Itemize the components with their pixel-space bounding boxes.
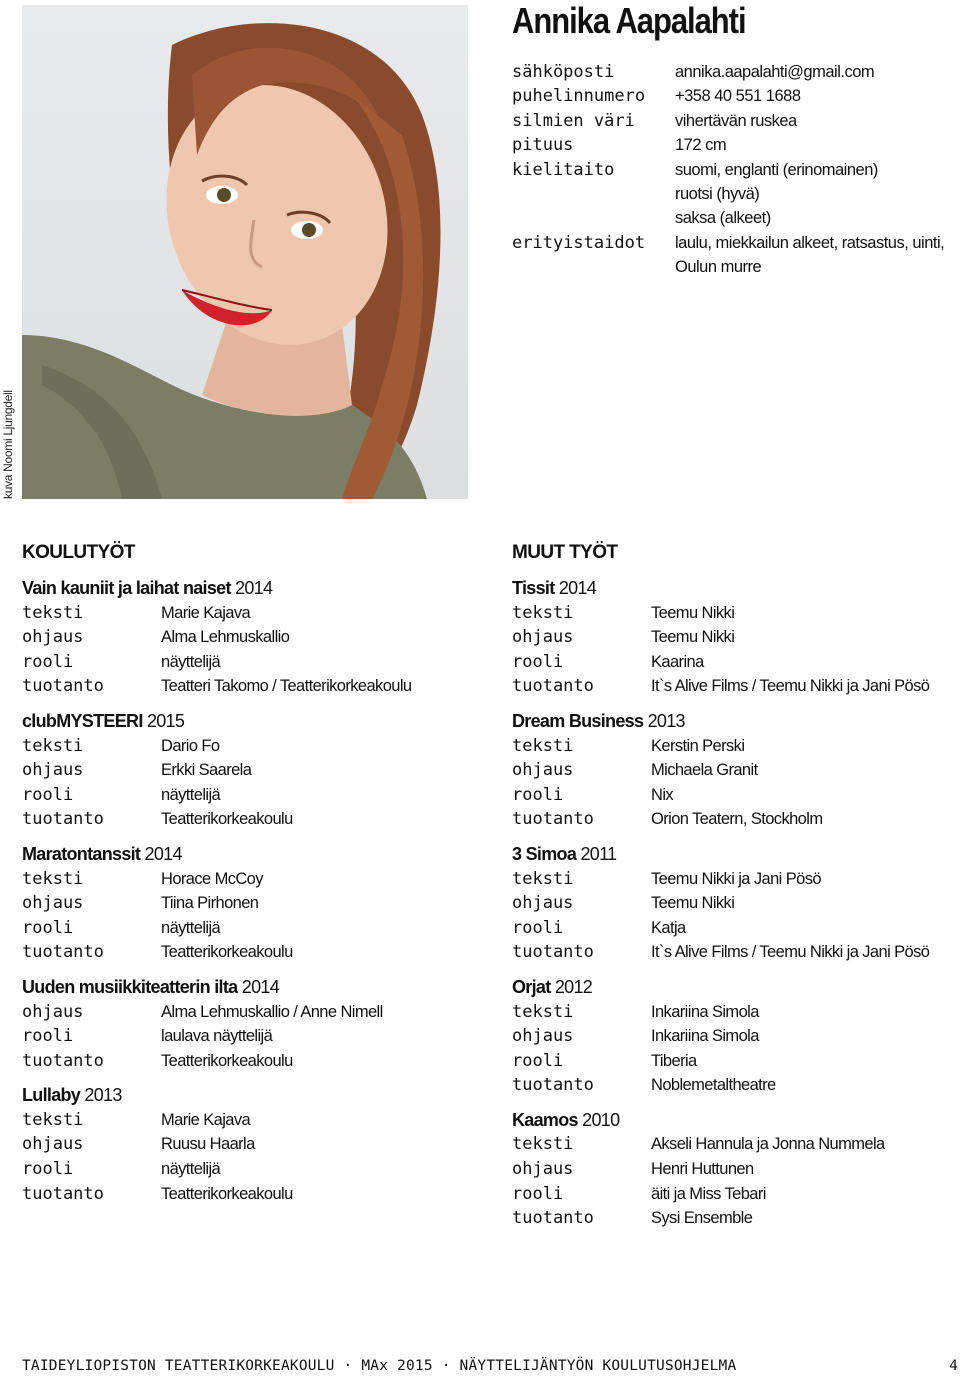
koulutyot-section <box>22 540 492 1216</box>
credit-row <box>512 867 952 892</box>
credit-label: teksti <box>22 735 84 756</box>
credit-label: teksti <box>512 735 574 756</box>
work-name: Dream Business <box>512 710 644 731</box>
credit-row <box>22 916 492 941</box>
info-value-line: laulu, miekkailun alkeet, ratsastus, uinti, <box>675 233 945 252</box>
info-value-line: ruotsi (hyvä) <box>675 185 760 204</box>
credit-row <box>512 1049 952 1074</box>
credit-row <box>512 1157 952 1182</box>
credit-value: Kaarina <box>651 652 704 671</box>
credit-label: tuotanto <box>22 1183 104 1204</box>
work-entry <box>22 576 492 699</box>
credit-value: It`s Alive Films / Teemu Nikki ja Jani Pösö <box>651 677 930 696</box>
photo-credit: kuva Noomi Ljungdell <box>1 390 15 499</box>
info-row <box>512 158 952 231</box>
info-label: erityistaidot <box>512 232 646 253</box>
credit-label: rooli <box>22 1026 74 1047</box>
credit-label: ohjaus <box>512 893 574 914</box>
credit-value: Teemu Nikki ja Jani Pösö <box>651 869 821 888</box>
credit-value: Teatterikorkeakoulu <box>161 1184 293 1203</box>
credit-value: Erkki Saarela <box>161 761 252 780</box>
credit-value: It`s Alive Films / Teemu Nikki ja Jani Pösö <box>651 943 930 962</box>
work-entry <box>512 842 952 965</box>
credit-row <box>22 1049 492 1074</box>
credit-value: näyttelijä <box>161 652 221 671</box>
credit-label: teksti <box>22 1109 84 1130</box>
credit-row <box>512 734 952 759</box>
work-name: Orjat <box>512 976 551 997</box>
section-title-muut-tyot: MUUT TYÖT <box>512 542 618 563</box>
info-value <box>675 158 952 231</box>
info-value <box>675 60 952 84</box>
work-entry <box>22 975 492 1073</box>
credit-value: Alma Lehmuskallio / Anne Nimell <box>161 1002 383 1021</box>
credit-value: Henri Huttunen <box>651 1160 754 1179</box>
credit-value: Akseli Hannula ja Jonna Nummela <box>651 1135 885 1154</box>
work-entry <box>512 709 952 832</box>
work-name: 3 Simoa <box>512 843 577 864</box>
info-label: pituus <box>512 135 574 156</box>
muut-tyot-list <box>512 576 952 1231</box>
work-title <box>512 576 952 601</box>
info-row <box>512 60 952 84</box>
work-name: Uuden musiikkiteatterin ilta <box>22 976 238 997</box>
credit-label: rooli <box>22 651 74 672</box>
info-value <box>675 84 952 108</box>
work-entry <box>512 975 952 1098</box>
credit-value: Teatteri Takomo / Teatterikorkeakoulu <box>161 677 412 696</box>
credit-value: Teatterikorkeakoulu <box>161 1051 293 1070</box>
work-year: 2013 <box>84 1085 122 1106</box>
credit-row <box>512 891 952 916</box>
credit-label: teksti <box>512 602 574 623</box>
credit-value: Orion Teatern, Stockholm <box>651 810 823 829</box>
credit-label: tuotanto <box>512 1208 594 1229</box>
credit-value: Marie Kajava <box>161 1110 251 1129</box>
credit-value: Kerstin Perski <box>651 736 745 755</box>
credit-label: ohjaus <box>512 1159 574 1180</box>
info-value-line: Oulun murre <box>675 258 762 277</box>
work-entry <box>22 1083 492 1206</box>
credit-row <box>22 650 492 675</box>
page-footer <box>22 1356 960 1376</box>
work-title <box>22 975 492 1000</box>
info-label: kielitaito <box>512 159 615 180</box>
work-year: 2014 <box>144 843 182 864</box>
work-entry <box>22 842 492 965</box>
credit-row <box>22 734 492 759</box>
credit-label: rooli <box>22 784 74 805</box>
credit-value: Tiina Pirhonen <box>161 894 259 913</box>
credit-row <box>512 940 952 965</box>
credit-value: Inkariina Simola <box>651 1027 759 1046</box>
credit-label: tuotanto <box>22 676 104 697</box>
credit-value: Teatterikorkeakoulu <box>161 943 293 962</box>
credit-value: näyttelijä <box>161 785 221 804</box>
info-value-line: +358 40 551 1688 <box>675 87 801 106</box>
credit-label: teksti <box>512 1134 574 1155</box>
credit-label: rooli <box>22 917 74 938</box>
work-title <box>22 1083 492 1108</box>
credit-label: ohjaus <box>22 1001 84 1022</box>
credit-label: tuotanto <box>22 942 104 963</box>
credit-row <box>512 1024 952 1049</box>
credit-value: Marie Kajava <box>161 603 251 622</box>
portrait-photo <box>22 5 468 499</box>
work-title <box>22 842 492 867</box>
info-value-line: vihertävän ruskea <box>675 111 797 130</box>
credit-value: Inkariina Simola <box>651 1002 759 1021</box>
work-name: Kaamos <box>512 1109 578 1130</box>
section-title-koulutyot: KOULUTYÖT <box>22 542 135 563</box>
credit-row <box>512 1132 952 1157</box>
credit-label: ohjaus <box>512 760 574 781</box>
credit-row <box>22 783 492 808</box>
credit-row <box>22 891 492 916</box>
info-value-line: suomi, englanti (erinomainen) <box>675 160 878 179</box>
credit-row <box>512 1206 952 1231</box>
credit-value: Michaela Granit <box>651 761 758 780</box>
credit-row <box>512 625 952 650</box>
credit-value: Dario Fo <box>161 736 220 755</box>
portrait-illustration <box>22 5 468 499</box>
credit-label: tuotanto <box>22 1050 104 1071</box>
credit-label: tuotanto <box>512 1075 594 1096</box>
credit-row <box>512 916 952 941</box>
credit-value: Horace McCoy <box>161 869 263 888</box>
work-name: Lullaby <box>22 1085 81 1106</box>
credit-row <box>22 1182 492 1207</box>
credit-label: tuotanto <box>512 676 594 697</box>
info-label: silmien väri <box>512 110 635 131</box>
credit-value: Nix <box>651 785 674 804</box>
credit-value: Teemu Nikki <box>651 628 735 647</box>
work-title <box>512 842 952 867</box>
credit-label: ohjaus <box>22 893 84 914</box>
info-label: sähköposti <box>512 62 615 82</box>
info-row <box>512 109 952 133</box>
credit-label: teksti <box>512 868 574 889</box>
credit-row <box>22 625 492 650</box>
credit-value: Katja <box>651 918 686 937</box>
credit-value: näyttelijä <box>161 1160 221 1179</box>
credit-row <box>512 758 952 783</box>
credit-label: ohjaus <box>22 1134 84 1155</box>
credit-row <box>512 674 952 699</box>
credit-row <box>22 1132 492 1157</box>
work-year: 2015 <box>146 710 185 731</box>
info-value-line: annika.aapalahti@gmail.com <box>675 63 875 81</box>
work-name: Vain kauniit ja laihat naiset <box>22 578 231 598</box>
credit-row <box>512 601 952 626</box>
work-title <box>512 975 952 1000</box>
credit-row <box>512 1000 952 1025</box>
footer-text: TAIDEYLIOPISTON TEATTERIKORKEAKOULU · MAx 2015 · NÄYTTELIJÄNTYÖN KOULUTUSOHJELMA <box>22 1358 737 1374</box>
credit-label: rooli <box>512 917 564 938</box>
credit-label: rooli <box>512 1183 564 1204</box>
credit-value: Tiberia <box>651 1051 697 1070</box>
credit-label: ohjaus <box>22 760 84 781</box>
info-row <box>512 133 952 157</box>
credit-label: ohjaus <box>22 627 84 648</box>
credit-row <box>22 940 492 965</box>
credit-row <box>22 1108 492 1133</box>
credit-row <box>512 783 952 808</box>
info-value-line: 172 cm <box>675 136 727 155</box>
work-year: 2012 <box>554 976 593 997</box>
info-value <box>675 231 952 280</box>
info-row <box>512 231 952 280</box>
credit-row <box>22 758 492 783</box>
work-entry <box>512 1108 952 1231</box>
credit-value: äiti ja Miss Tebari <box>651 1184 766 1203</box>
work-title <box>512 709 952 734</box>
credit-row <box>22 1024 492 1049</box>
work-year: 2014 <box>241 976 280 997</box>
credit-row <box>22 601 492 626</box>
muut-tyot-section <box>512 540 952 1241</box>
page-number: 4 <box>949 1358 958 1374</box>
credit-label: rooli <box>22 1159 74 1180</box>
credit-value: Sysi Ensemble <box>651 1209 753 1228</box>
work-year: 2011 <box>580 843 617 864</box>
credit-row <box>512 807 952 832</box>
work-year: 2010 <box>582 1109 620 1130</box>
credit-label: rooli <box>512 651 564 672</box>
credit-row <box>22 1000 492 1025</box>
work-name: Tissit <box>512 578 555 598</box>
work-name: Maratontanssit <box>22 843 141 864</box>
work-title <box>22 576 492 601</box>
credit-row <box>22 1157 492 1182</box>
credit-value: Ruusu Haarla <box>161 1135 255 1154</box>
work-year: 2014 <box>558 578 597 598</box>
work-title <box>512 1108 952 1133</box>
credit-row <box>22 674 492 699</box>
personal-info <box>512 60 952 280</box>
info-label: puhelinnumero <box>512 86 646 107</box>
person-name: Annika Aapalahti <box>512 0 746 41</box>
credit-row <box>512 650 952 675</box>
credit-label: ohjaus <box>512 627 574 648</box>
credit-label: teksti <box>22 602 84 623</box>
credit-label: rooli <box>512 784 564 805</box>
credit-row <box>512 1073 952 1098</box>
credit-label: teksti <box>512 1001 574 1022</box>
credit-value: Teatterikorkeakoulu <box>161 810 293 829</box>
credit-label: teksti <box>22 868 84 889</box>
koulutyot-list <box>22 576 492 1206</box>
credit-value: Teemu Nikki <box>651 894 735 913</box>
work-entry <box>22 709 492 832</box>
info-value <box>675 133 952 157</box>
credit-label: rooli <box>512 1050 564 1071</box>
info-value <box>675 109 952 133</box>
credit-value: näyttelijä <box>161 918 221 937</box>
credit-row <box>22 807 492 832</box>
work-entry <box>512 576 952 699</box>
credit-value: Teemu Nikki <box>651 603 735 622</box>
credit-row <box>512 1182 952 1207</box>
work-name: clubMYSTEERI <box>22 710 143 731</box>
work-year: 2014 <box>235 578 273 598</box>
credit-label: ohjaus <box>512 1026 574 1047</box>
credit-value: laulava näyttelijä <box>161 1027 273 1046</box>
credit-row <box>22 867 492 892</box>
work-year: 2013 <box>647 710 685 731</box>
credit-label: tuotanto <box>512 809 594 830</box>
info-row <box>512 84 952 108</box>
info-value-line: saksa (alkeet) <box>675 209 771 228</box>
work-title <box>22 709 492 734</box>
credit-label: tuotanto <box>22 809 104 830</box>
credit-label: tuotanto <box>512 942 594 963</box>
credit-value: Noblemetaltheatre <box>651 1076 776 1095</box>
credit-value: Alma Lehmuskallio <box>161 628 290 647</box>
